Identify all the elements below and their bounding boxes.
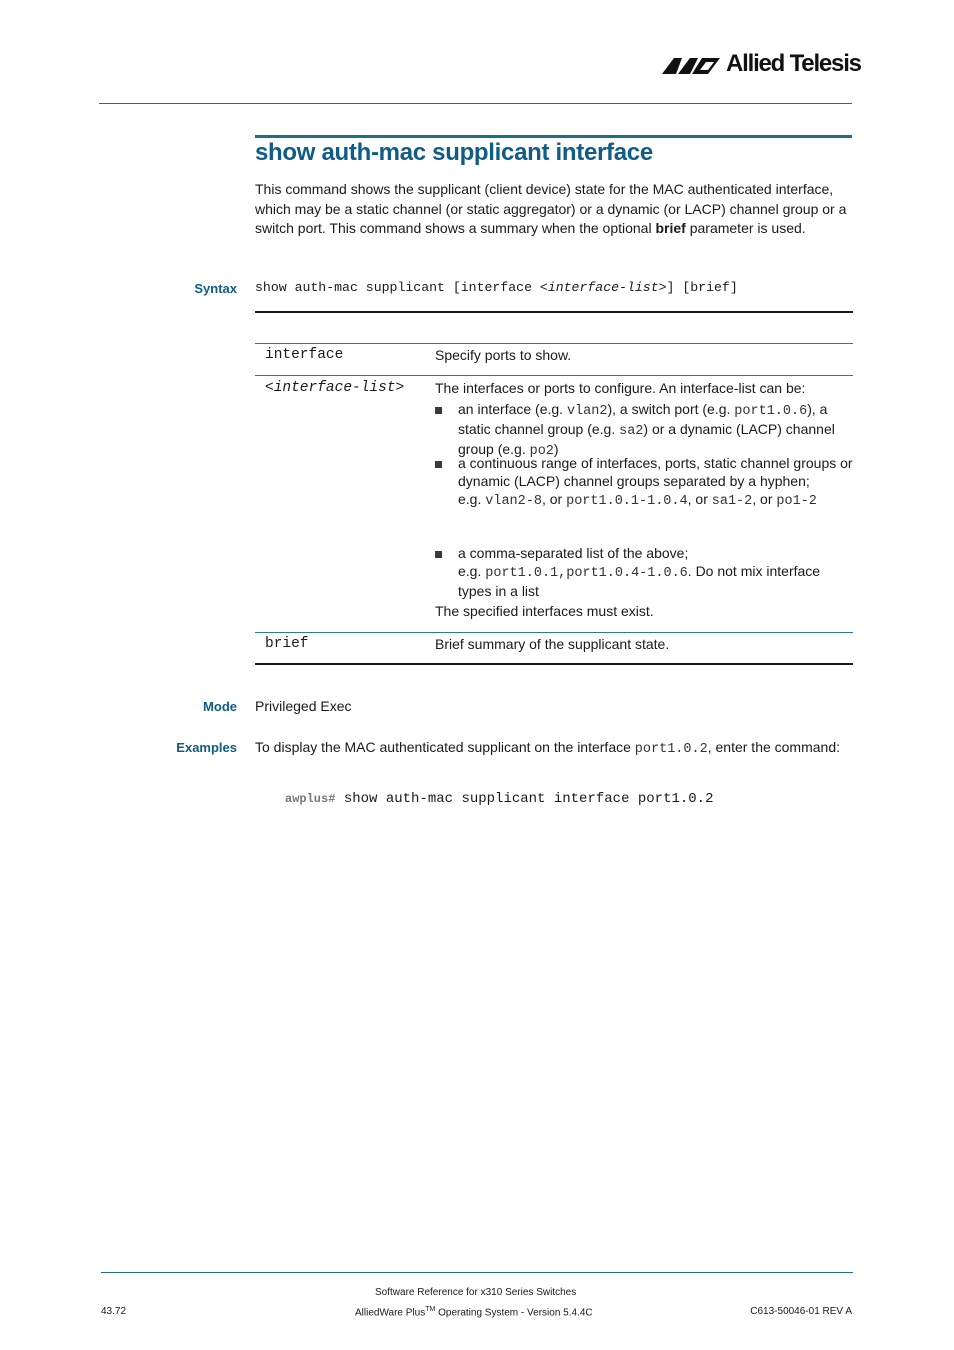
footer-page-number: 43.72 [101, 1306, 127, 1317]
text: ) [553, 440, 559, 457]
trademark: TM [425, 1306, 436, 1313]
intro-paragraph [255, 180, 853, 239]
list-item-text [458, 455, 853, 510]
syntax-part-1: show auth-mac supplicant [interface < [255, 280, 548, 295]
text: . Do not mix interface types in a list [458, 562, 821, 599]
intro-bold-keyword: brief [655, 220, 686, 236]
examples-text [255, 738, 853, 760]
code: port1.0.1-1.0.4 [566, 493, 688, 509]
text: a continuous range of interfaces, ports, static channel groups or dynamic (LACP) channel groups separated by a hyphen; [458, 455, 853, 489]
header-divider [99, 103, 852, 104]
page-title: show auth-mac supplicant interface [255, 139, 653, 166]
table-param-brief: brief [265, 636, 309, 652]
code: port1.0.6 [734, 404, 808, 419]
code: vlan2-8 [485, 493, 542, 509]
table-row-rule [255, 343, 853, 344]
syntax-param: interface-list [547, 280, 659, 295]
code: vlan2 [566, 404, 608, 419]
syntax-part-2: >] [brief] [658, 280, 738, 295]
table-top-rule [255, 311, 853, 313]
footer-title: Software Reference for x310 Series Switches [375, 1287, 577, 1298]
mode-value: Privileged Exec [255, 698, 352, 714]
logo-brand-text: Allied Telesis [726, 50, 861, 77]
table-desc-brief: Brief summary of the supplicant state. [435, 636, 670, 652]
text: ) or a dynamic (LACP) channel group (e.g. [458, 420, 835, 457]
table-row-rule [255, 632, 853, 633]
code: po1-2 [776, 493, 817, 509]
bullet-square-icon [435, 407, 442, 414]
code: po2 [529, 443, 554, 459]
command-text: show auth-mac supplicant interface port1.0.2 [335, 791, 714, 807]
text: e.g. [458, 562, 486, 579]
text: , enter the command: [707, 739, 841, 755]
bullet-square-icon [435, 461, 442, 468]
text: a comma-separated list of the above; [458, 545, 689, 561]
text: Operating System - Version 5.4.4C [435, 1307, 593, 1319]
bullet-square-icon [435, 551, 442, 558]
examples-label: Examples [176, 740, 237, 755]
text: an interface (e.g. [458, 401, 567, 417]
syntax-line [255, 280, 738, 295]
mode-label: Mode [203, 699, 237, 714]
intro-text-2: parameter is used. [685, 220, 806, 236]
text: AlliedWare Plus [355, 1307, 426, 1319]
footer-version [355, 1306, 593, 1318]
table-desc-interface-list: The interfaces or ports to configure. An interface-list can be: [435, 380, 806, 396]
table-note: The specified interfaces must exist. [435, 603, 654, 619]
table-bottom-rule [255, 663, 853, 665]
footer-divider [101, 1272, 853, 1273]
text: To display the MAC authenticated supplicant on the interface [255, 739, 635, 755]
table-param-interface: interface [265, 347, 344, 363]
text: ), a static channel group (e.g. [458, 401, 828, 437]
logo-mark-icon [660, 50, 726, 80]
text: , or [541, 490, 567, 507]
code: port1.0.2 [634, 742, 708, 757]
syntax-label: Syntax [194, 281, 237, 296]
example-command [285, 789, 713, 807]
text: ), a switch port (e.g. [607, 401, 735, 417]
table-desc-interface: Specify ports to show. [435, 347, 572, 363]
text: , or [752, 490, 777, 507]
command-prompt: awplus# [285, 792, 336, 806]
code: sa2 [619, 423, 644, 439]
footer-doc-id: C613-50046-01 REV A [750, 1306, 852, 1317]
intro-text-1: This command shows the supplicant (client device) state for the MAC authenticated interface, which may be a static channel (or static aggregator) or a dynamic (or LACP) channel group or a switch port. This command shows a summary when the optional [255, 181, 847, 236]
allied-telesis-logo [660, 50, 861, 80]
list-item-text [458, 401, 853, 460]
text: , or [687, 490, 712, 507]
list-item-text [458, 545, 853, 600]
title-divider [255, 135, 852, 138]
text: e.g. [458, 490, 486, 507]
code: sa1-2 [711, 493, 753, 509]
table-row-rule [255, 375, 853, 376]
code: port1.0.1,port1.0.4-1.0.6 [485, 565, 688, 581]
table-param-interface-list: <interface-list> [265, 380, 405, 396]
